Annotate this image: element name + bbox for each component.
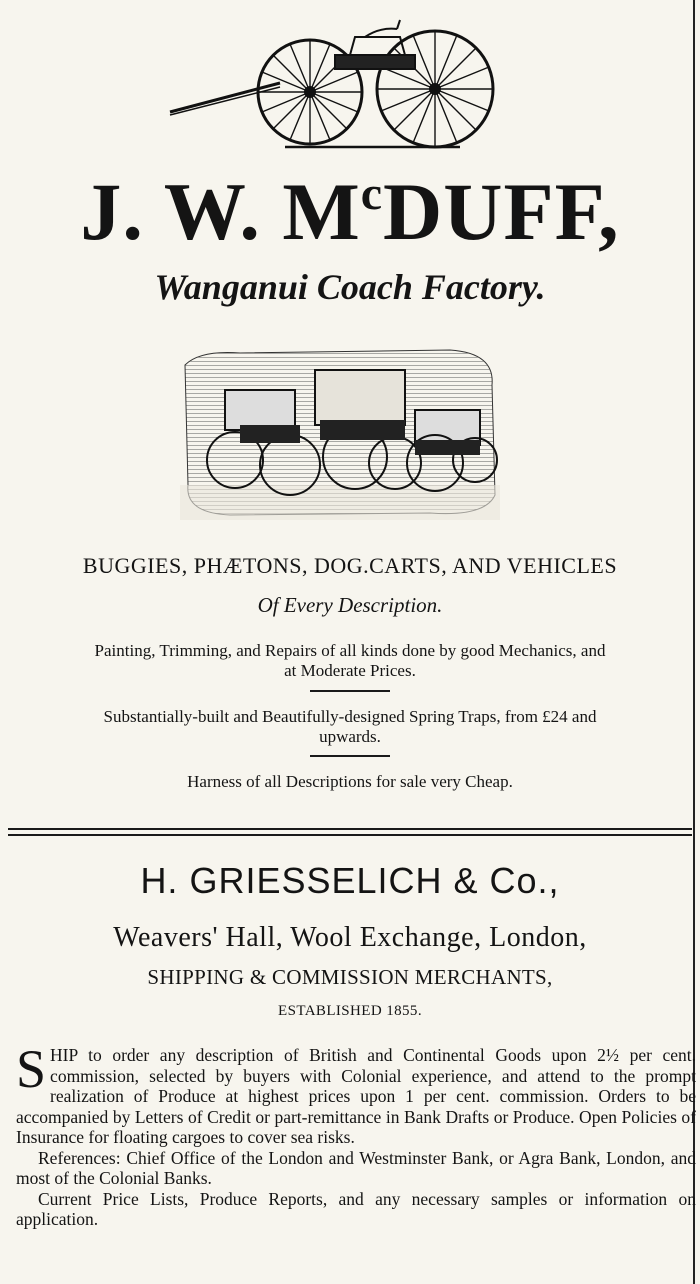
ad1-company-name bbox=[0, 166, 700, 257]
carriages-engraving bbox=[180, 345, 500, 520]
ad2-para1-text: HIP to order any description of British and Continental Goods upon 2½ per cent. commission, selected by buyers with Colonial experience, and attend to the prompt realization of Produce at highest prices upon 1 per cent. commission. Orders to be accompanied by Letters of Credit or part-remittance in Bank Drafts or Produce. Open Policies of Insurance for floating cargoes to cover sea risks. bbox=[16, 1045, 696, 1147]
ad2-para3: Current Price Lists, Produce Reports, and any necessary samples or information on application. bbox=[16, 1188, 696, 1229]
ad2-established: ESTABLISHED 1855. bbox=[278, 1003, 422, 1019]
ad-separator-bottom bbox=[8, 834, 692, 836]
ad1-headline: BUGGIES, PHÆTONS, DOG.CARTS, AND VEHICLES bbox=[82, 553, 618, 578]
ad1-harness-line: Harness of all Descriptions for sale very Cheap. bbox=[187, 772, 513, 791]
ad1-traps-line-a: Substantially-built and Beautifully-designed Spring Traps, from £24 and bbox=[103, 707, 597, 726]
ad2-company-name: H. GRIESSELICH & Co., bbox=[140, 860, 560, 901]
ad2-para2: References: Chief Office of the London and Westminster Bank, or Agra Bank, London, and most of the Colonial Banks. bbox=[16, 1147, 696, 1188]
divider-short bbox=[310, 755, 390, 757]
ad2-para1 bbox=[16, 1039, 696, 1148]
ad-separator-top bbox=[8, 828, 692, 830]
ad1-subheadline: Of Every Description. bbox=[257, 593, 443, 617]
ad1-services-line-b: at Moderate Prices. bbox=[284, 661, 416, 680]
ad1-subtitle: Wanganui Coach Factory. bbox=[154, 267, 546, 307]
ad2-trade: SHIPPING & COMMISSION MERCHANTS, bbox=[147, 965, 553, 989]
ad1-services-line-a: Painting, Trimming, and Repairs of all kinds done by good Mechanics, and bbox=[94, 641, 606, 660]
name-sup: c bbox=[360, 167, 384, 220]
ad2-body bbox=[16, 1039, 696, 1230]
drop-cap: S bbox=[16, 1039, 47, 1099]
name-prefix: J. W. M bbox=[80, 166, 361, 257]
name-suffix: DUFF, bbox=[383, 166, 620, 257]
buggy-illustration bbox=[165, 15, 505, 155]
ad1-traps-line-b: upwards. bbox=[319, 727, 381, 746]
ad2-address: Weavers' Hall, Wool Exchange, London, bbox=[113, 922, 587, 953]
divider-short bbox=[310, 690, 390, 692]
